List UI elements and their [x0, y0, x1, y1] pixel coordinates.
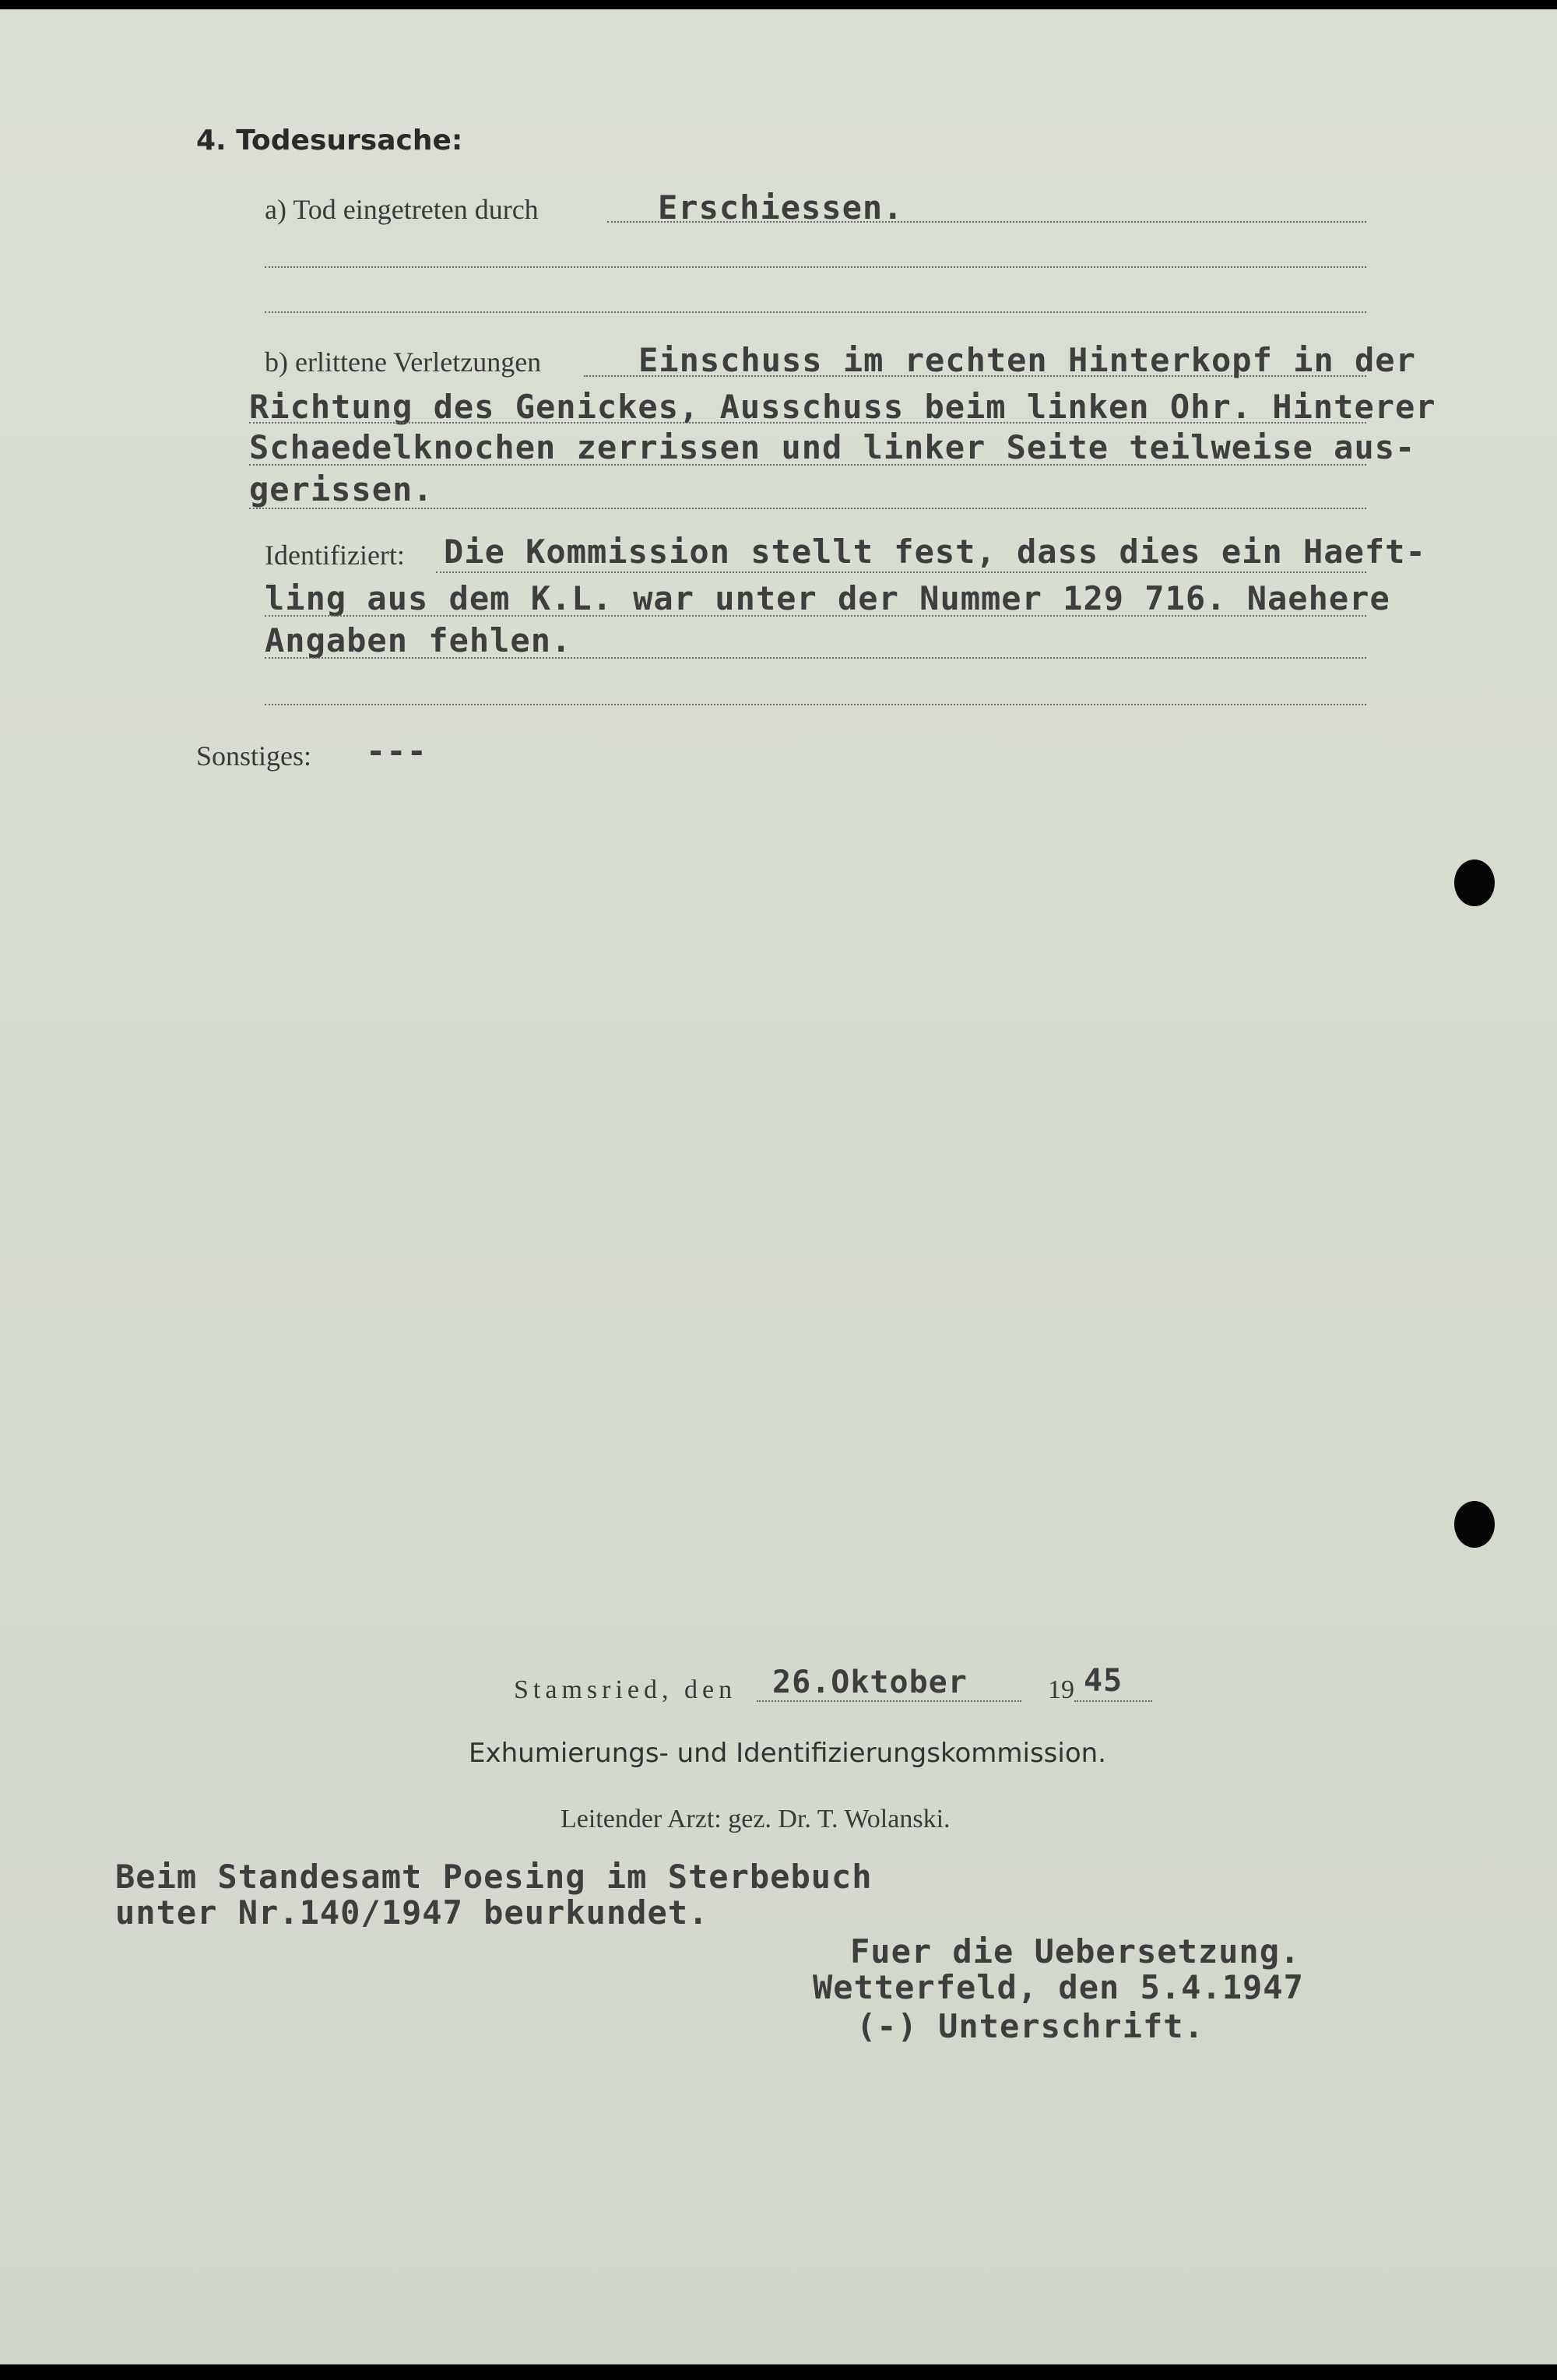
dotted-line [1074, 1700, 1152, 1702]
registry-line-2: unter Nr.140/1947 beurkundet. [115, 1893, 709, 1932]
place-label: Stamsried, den [514, 1675, 737, 1704]
injuries-line-3: Schaedelknochen zerrissen und linker Seite teilweise aus- [249, 428, 1416, 466]
dotted-line [249, 464, 1366, 466]
dotted-line [249, 422, 1366, 424]
injuries-line-1: Einschuss im rechten Hinterkopf in der [638, 341, 1416, 379]
dotted-line [265, 657, 1366, 659]
registry-line-1: Beim Standesamt Poesing im Sterbebuch [115, 1858, 873, 1896]
identified-line-1: Die Kommission stellt fest, dass dies ein Haeft- [444, 533, 1426, 571]
document-page [0, 9, 1557, 2364]
cause-of-death-value: Erschiessen. [658, 188, 904, 227]
identified-line-3: Angaben fehlen. [265, 621, 572, 659]
dotted-line [249, 508, 1366, 509]
year-prefix: 19 [1048, 1675, 1074, 1704]
translation-line-3: (-) Unterschrift. [856, 2007, 1204, 2045]
dotted-line [265, 615, 1366, 617]
dotted-line [436, 571, 1366, 573]
translation-line-1: Fuer die Uebersetzung. [850, 1932, 1301, 1970]
misc-label: Sonstiges: [196, 740, 312, 772]
cause-of-death-label: a) Tod eingetreten durch [265, 194, 539, 225]
punch-hole [1454, 860, 1495, 906]
translation-line-2: Wetterfeld, den 5.4.1947 [813, 1968, 1304, 2006]
misc-value: --- [366, 732, 427, 770]
dotted-line [265, 266, 1366, 268]
section-heading: 4. Todesursache: [196, 125, 463, 156]
year-suffix: 45 [1084, 1663, 1123, 1699]
dotted-line [757, 1700, 1021, 1702]
identified-line-2: ling aus dem K.L. war unter der Nummer 129 716. Naehere [265, 579, 1390, 617]
doctor-line: Leitender Arzt: gez. Dr. T. Wolanski. [561, 1805, 951, 1833]
injuries-line-2: Richtung des Genickes, Ausschuss beim linken Ohr. Hinterer [249, 388, 1436, 426]
identified-label: Identifiziert: [265, 540, 405, 571]
commission-name: Exhumierungs- und Identifizierungskommission. [469, 1738, 1106, 1769]
injuries-label: b) erlittene Verletzungen [265, 346, 542, 378]
date-value: 26.Oktober [772, 1665, 968, 1700]
dotted-line [265, 311, 1366, 313]
dotted-line [265, 704, 1366, 705]
punch-hole [1454, 1501, 1495, 1548]
injuries-line-4: gerissen. [249, 470, 434, 508]
